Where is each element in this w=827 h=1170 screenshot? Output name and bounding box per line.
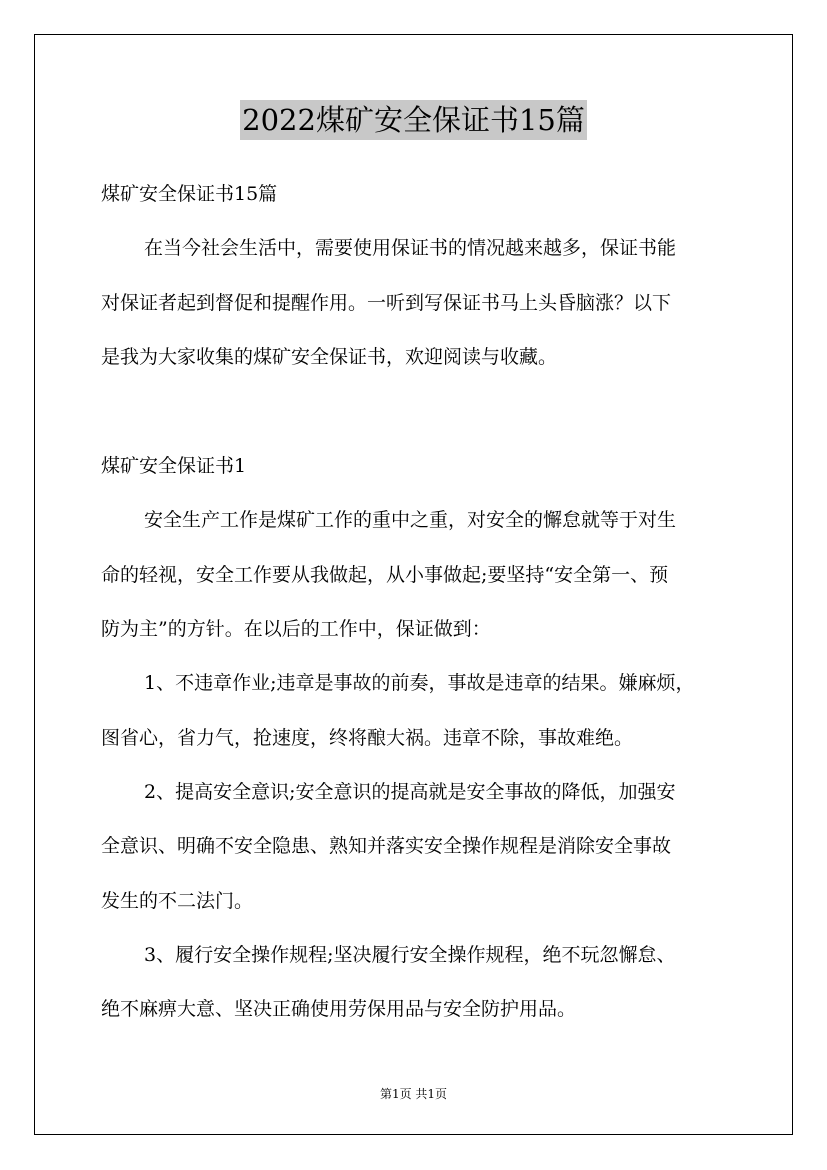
paragraph-line: 对保证者起到督促和提醒作用。一听到写保证书马上头昏脑涨？以下 <box>101 292 672 314</box>
title-container <box>0 100 827 140</box>
paragraph-line: 命的轻视，安全工作要从我做起，从小事做起;要坚持“安全第一、预 <box>101 564 669 586</box>
list-item-line: 发生的不二法门。 <box>101 890 254 912</box>
paragraph-line: 防为主”的方针。在以后的工作中，保证做到： <box>101 618 491 640</box>
document-title: 2022煤矿安全保证书15篇 <box>240 100 587 140</box>
list-item-line: 1、不违章作业;违章是事故的前奏，事故是违章的结果。嫌麻烦， <box>144 672 695 694</box>
paragraph-line: 安全生产工作是煤矿工作的重中之重，对安全的懈怠就等于对生 <box>144 509 677 531</box>
list-item-line: 3、履行安全操作规程;坚决履行安全操作规程，绝不玩忽懈怠、 <box>144 944 676 966</box>
list-item-line: 全意识、明确不安全隐患、熟知并落实安全操作规程是消除安全事故 <box>101 835 672 857</box>
paragraph-line: 在当今社会生活中，需要使用保证书的情况越来越多，保证书能 <box>144 237 677 259</box>
subtitle: 煤矿安全保证书15篇 <box>101 183 278 205</box>
page-footer: 第1页 共1页 <box>379 1087 448 1101</box>
paragraph-line: 是我为大家收集的煤矿安全保证书，欢迎阅读与收藏。 <box>101 346 558 368</box>
section-heading: 煤矿安全保证书1 <box>101 455 247 477</box>
list-item-line: 图省心，省力气，抢速度，终将酿大祸。违章不除，事故难绝。 <box>101 727 634 749</box>
list-item-line: 绝不麻痹大意、坚决正确使用劳保用品与安全防护用品。 <box>101 998 577 1020</box>
list-item-line: 2、提高安全意识;安全意识的提高就是安全事故的降低，加强安 <box>144 781 676 803</box>
